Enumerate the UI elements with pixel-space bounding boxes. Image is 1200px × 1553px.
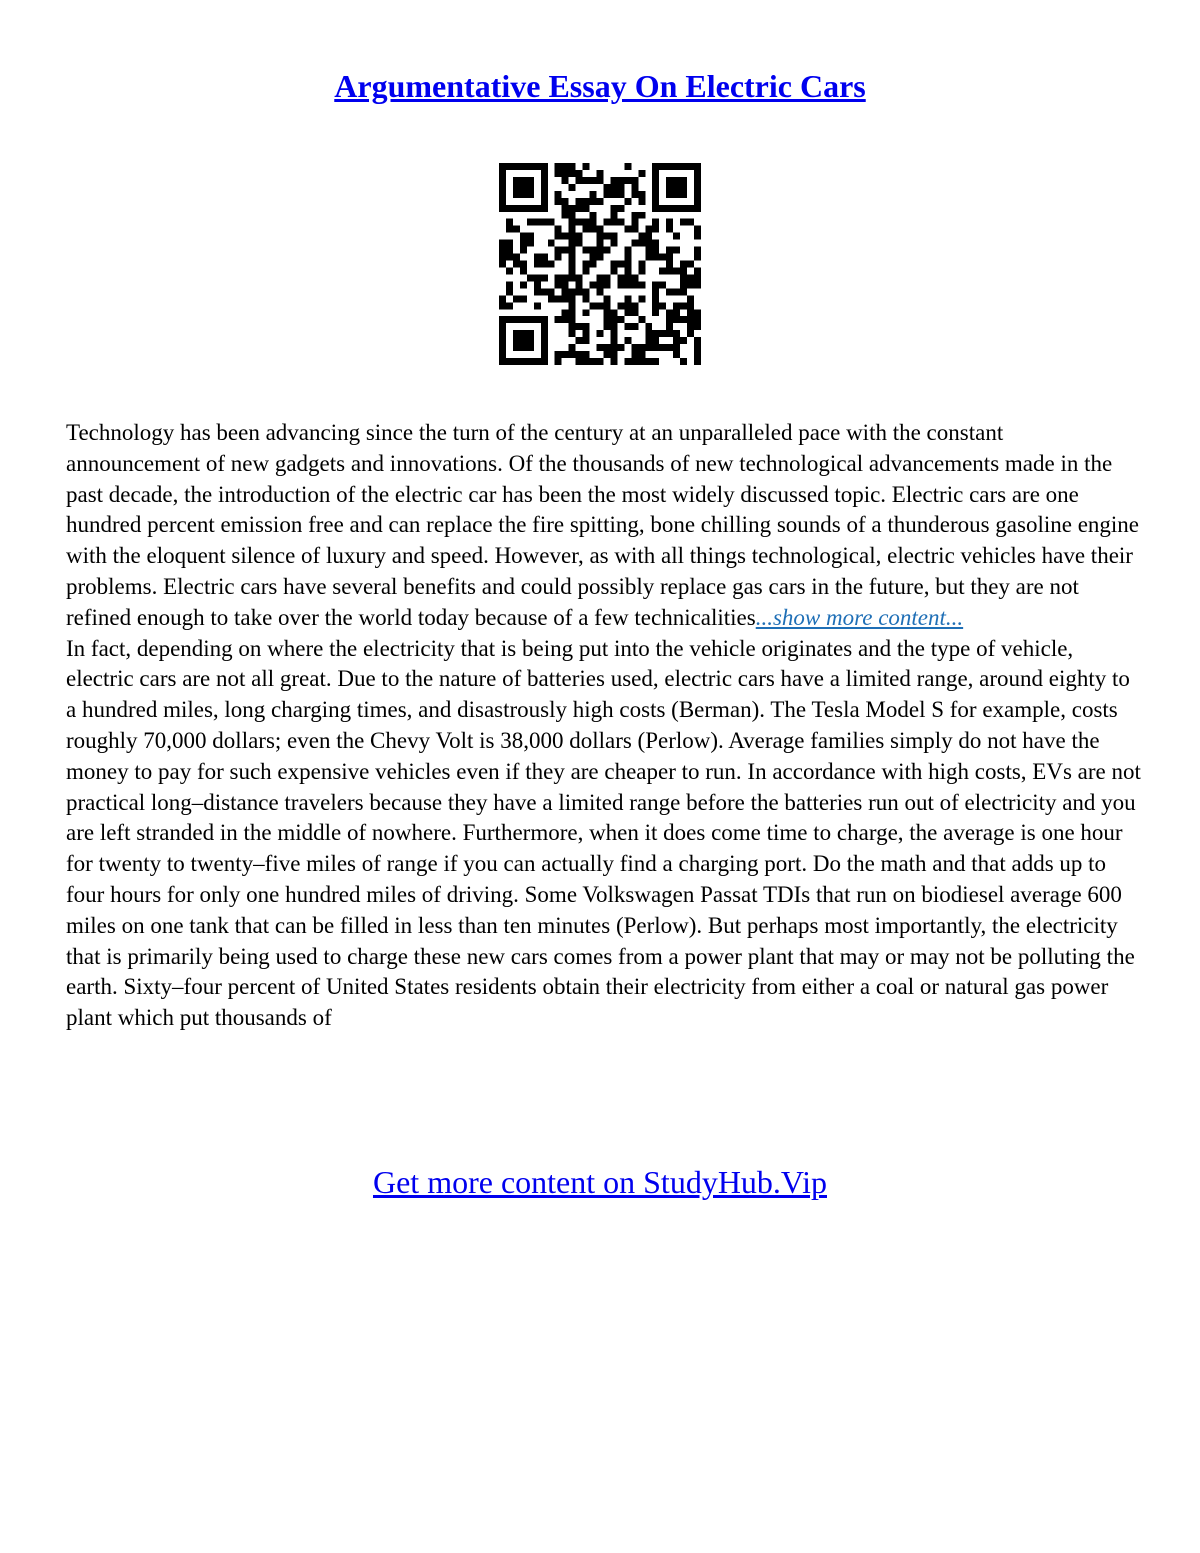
essay-paragraph-1 (66, 418, 1141, 634)
studyhub-link[interactable]: Get more content on StudyHub.Vip (372, 1164, 827, 1200)
show-more-link[interactable]: ...show more content... (755, 604, 964, 630)
page-title (0, 66, 1200, 106)
essay-body (66, 418, 1141, 1034)
paragraph-1-text: Technology has been advancing since the turn of the century at an unparalleled pace with the constant announcement of new gadgets and innovations. Of the thousands of new technological advancements made in the past decade, the introduction of the electric car has been the most widely discussed topic. Electric cars are one hundred percent emission free and can replace the fire spitting, bone chilling sounds of a thunderous gasoline engine with the eloquent silence of luxury and speed. However, as with all things technological, electric vehicles have their problems. Electric cars have several benefits and could possibly replace gas cars in the future, but they are not refined enough to take over the world today because of a few technicalities (66, 420, 1140, 630)
footer (0, 1162, 1200, 1202)
essay-paragraph-2: In fact, depending on where the electricity that is being put into the vehicle originates and the type of vehicle, electric cars are not all great. Due to the nature of batteries used, electric cars have a limited range, around eighty to a hundred miles, long charging times, and disastrously high costs (Berman). The Tesla Model S for example, costs roughly 70,000 dollars; even the Chevy Volt is 38,000 dollars (Perlow). Average families simply do not have the money to pay for such expensive vehicles even if they are cheaper to run. In accordance with high costs, EVs are not practical long–distance travelers because they have a limited range before the batteries run out of electricity and you are left stranded in the middle of nowhere. Furthermore, when it does come time to charge, the average is one hour for twenty to twenty–five miles of range if you can actually find a charging port. Do the math and that adds up to four hours for only one hundred miles of driving. Some Volkswagen Passat TDIs that run on biodiesel average 600 miles on one tank that can be filled in less than ten minutes (Perlow). But perhaps most importantly, the electricity that is primarily being used to charge these new cars comes from a power plant that may or may not be polluting the earth. Sixty–four percent of United States residents obtain their electricity from either a coal or natural gas power plant which put thousands of (66, 635, 1141, 1031)
title-link[interactable]: Argumentative Essay On Electric Cars (334, 68, 866, 104)
qr-code-icon (499, 163, 701, 365)
